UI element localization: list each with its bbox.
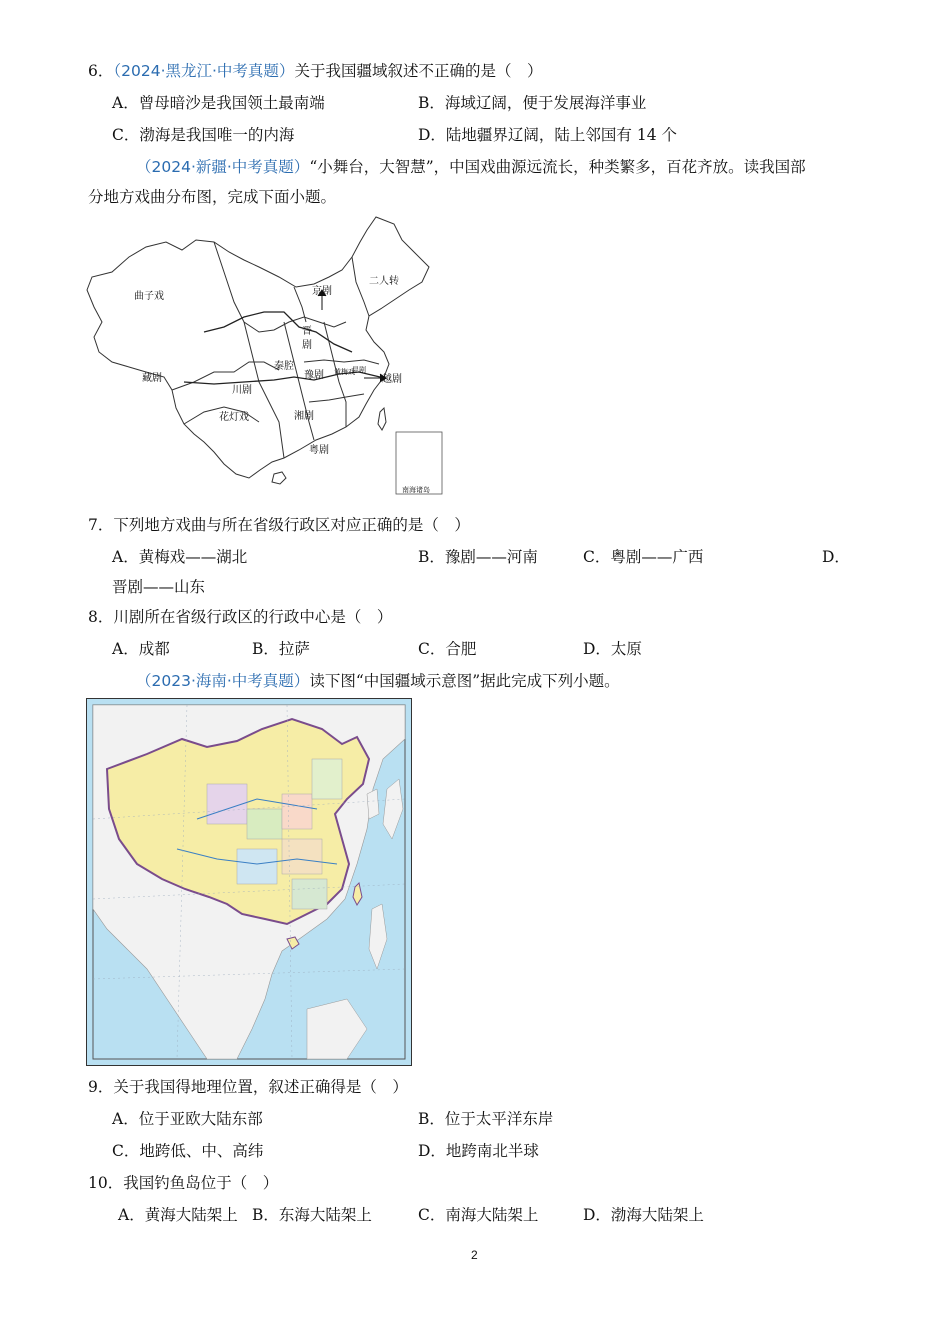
label-yueju-guangdong: 粤剧	[309, 445, 329, 456]
page-number: 2	[471, 1248, 478, 1262]
province-line-6	[309, 394, 364, 402]
q6-option-c[interactable]: C．渤海是我国唯一的内海	[112, 126, 295, 144]
intro1-text1: “小舞台，大智慧”，中国戏曲源远流长，种类繁多，百花齐放。读我国部	[309, 158, 806, 176]
intro2-line	[136, 670, 620, 692]
q6-option-b[interactable]: B．海域辽阔，便于发展海洋事业	[418, 94, 647, 112]
q8-option-c[interactable]: C．合肥	[418, 640, 477, 658]
q6-number: 6．	[88, 62, 114, 80]
province-patch-3	[282, 794, 312, 829]
intro2-source: （2023·海南·中考真题）	[136, 672, 310, 690]
label-huangmeixi: 黄梅戏	[334, 368, 355, 376]
q10-option-c[interactable]: C．南海大陆架上	[418, 1206, 539, 1224]
q6-option-d[interactable]: D．陆地疆界辽阔，陆上邻国有 14 个	[418, 126, 678, 144]
q10-number: 10．	[88, 1174, 124, 1192]
q7-option-c[interactable]: C．粤剧——广西	[583, 548, 704, 566]
label-huadengxi: 花灯戏	[219, 412, 249, 423]
province-line-10	[352, 257, 369, 316]
q9-number: 9．	[88, 1078, 114, 1096]
q8-option-a[interactable]: A．成都	[112, 640, 170, 658]
q8-stem-line	[88, 606, 392, 628]
q9-option-c[interactable]: C．地跨低、中、高纬	[112, 1142, 264, 1160]
province-line-9	[294, 287, 306, 322]
q10-option-a[interactable]: A．黄海大陆架上	[118, 1206, 238, 1224]
q7-stem-line	[88, 514, 470, 536]
province-line-5	[304, 360, 379, 364]
label-jinju-2: 剧	[302, 340, 312, 351]
label-zangju: 藏剧	[142, 373, 162, 384]
label-kunju: 昆剧	[352, 366, 366, 374]
label-errenzhuan: 二人转	[369, 276, 399, 287]
q10-stem-line	[88, 1172, 278, 1194]
hainan-island	[272, 472, 286, 484]
q9-stem: 关于我国得地理位置，叙述正确得是（ ）	[113, 1078, 408, 1096]
territory-map-svg	[87, 699, 411, 1065]
q7-stem: 下列地方戏曲与所在省级行政区对应正确的是（ ）	[113, 516, 470, 534]
taiwan-island	[378, 408, 386, 430]
province-patch-5	[282, 839, 322, 874]
q7-number: 7．	[88, 516, 114, 534]
label-yuju: 豫剧	[304, 370, 324, 381]
q8-option-b[interactable]: B．拉萨	[252, 640, 310, 658]
china-territory-map	[86, 698, 412, 1066]
q7-option-a[interactable]: A．黄梅戏——湖北	[112, 548, 248, 566]
label-yueju-zhejiang: 越剧	[382, 374, 402, 385]
province-patch-4	[237, 849, 277, 884]
q8-number: 8．	[88, 608, 114, 626]
q6-option-a[interactable]: A．曾母暗沙是我国领土最南端	[112, 94, 325, 112]
q9-option-a[interactable]: A．位于亚欧大陆东部	[112, 1110, 263, 1128]
q6-stem: 关于我国疆域叙述不正确的是（ ）	[294, 62, 543, 80]
intro1-line1	[136, 156, 806, 178]
q7-option-d[interactable]: D．	[822, 548, 850, 566]
q9-stem-line	[88, 1076, 408, 1098]
label-jingju: 京剧	[312, 286, 332, 297]
q6-stem-line	[88, 60, 542, 82]
opera-distribution-map	[84, 212, 446, 498]
q6-source: （2024·黑龙江·中考真题）	[113, 62, 295, 80]
province-patch-2	[247, 809, 282, 839]
label-quzixi: 曲子戏	[134, 291, 164, 302]
label-jinju-1: 晋	[302, 326, 312, 337]
china-outline	[87, 217, 429, 478]
province-patch-7	[292, 879, 327, 909]
province-line-1	[172, 362, 279, 390]
q7-option-d-continued[interactable]: 晋剧——山东	[112, 578, 206, 596]
intro1-source: （2024·新疆·中考真题）	[136, 158, 310, 176]
korea	[367, 789, 379, 819]
q8-stem: 川剧所在省级行政区的行政中心是（ ）	[113, 608, 393, 626]
q10-option-b[interactable]: B．东海大陆架上	[252, 1206, 372, 1224]
south-china-sea-inset	[396, 432, 442, 494]
province-patch-6	[312, 759, 342, 799]
intro2-text: 读下图“中国疆域示意图”据此完成下列小题。	[309, 672, 620, 690]
q7-option-b[interactable]: B．豫剧——河南	[418, 548, 538, 566]
label-chuanju: 川剧	[232, 385, 252, 396]
label-south-china-sea: 南海诸岛	[402, 486, 430, 494]
q9-option-b[interactable]: B．位于太平洋东岸	[418, 1110, 554, 1128]
q10-option-d[interactable]: D．渤海大陆架上	[583, 1206, 704, 1224]
q9-option-d[interactable]: D．地跨南北半球	[418, 1142, 539, 1160]
label-xiangju: 湘剧	[294, 411, 314, 422]
opera-map-svg	[84, 212, 446, 498]
intro1-line2: 分地方戏曲分布图，完成下面小题。	[88, 188, 337, 206]
q8-option-d[interactable]: D．太原	[583, 640, 642, 658]
label-qinqiang: 秦腔	[274, 361, 294, 372]
q10-stem: 我国钓鱼岛位于（ ）	[123, 1174, 279, 1192]
